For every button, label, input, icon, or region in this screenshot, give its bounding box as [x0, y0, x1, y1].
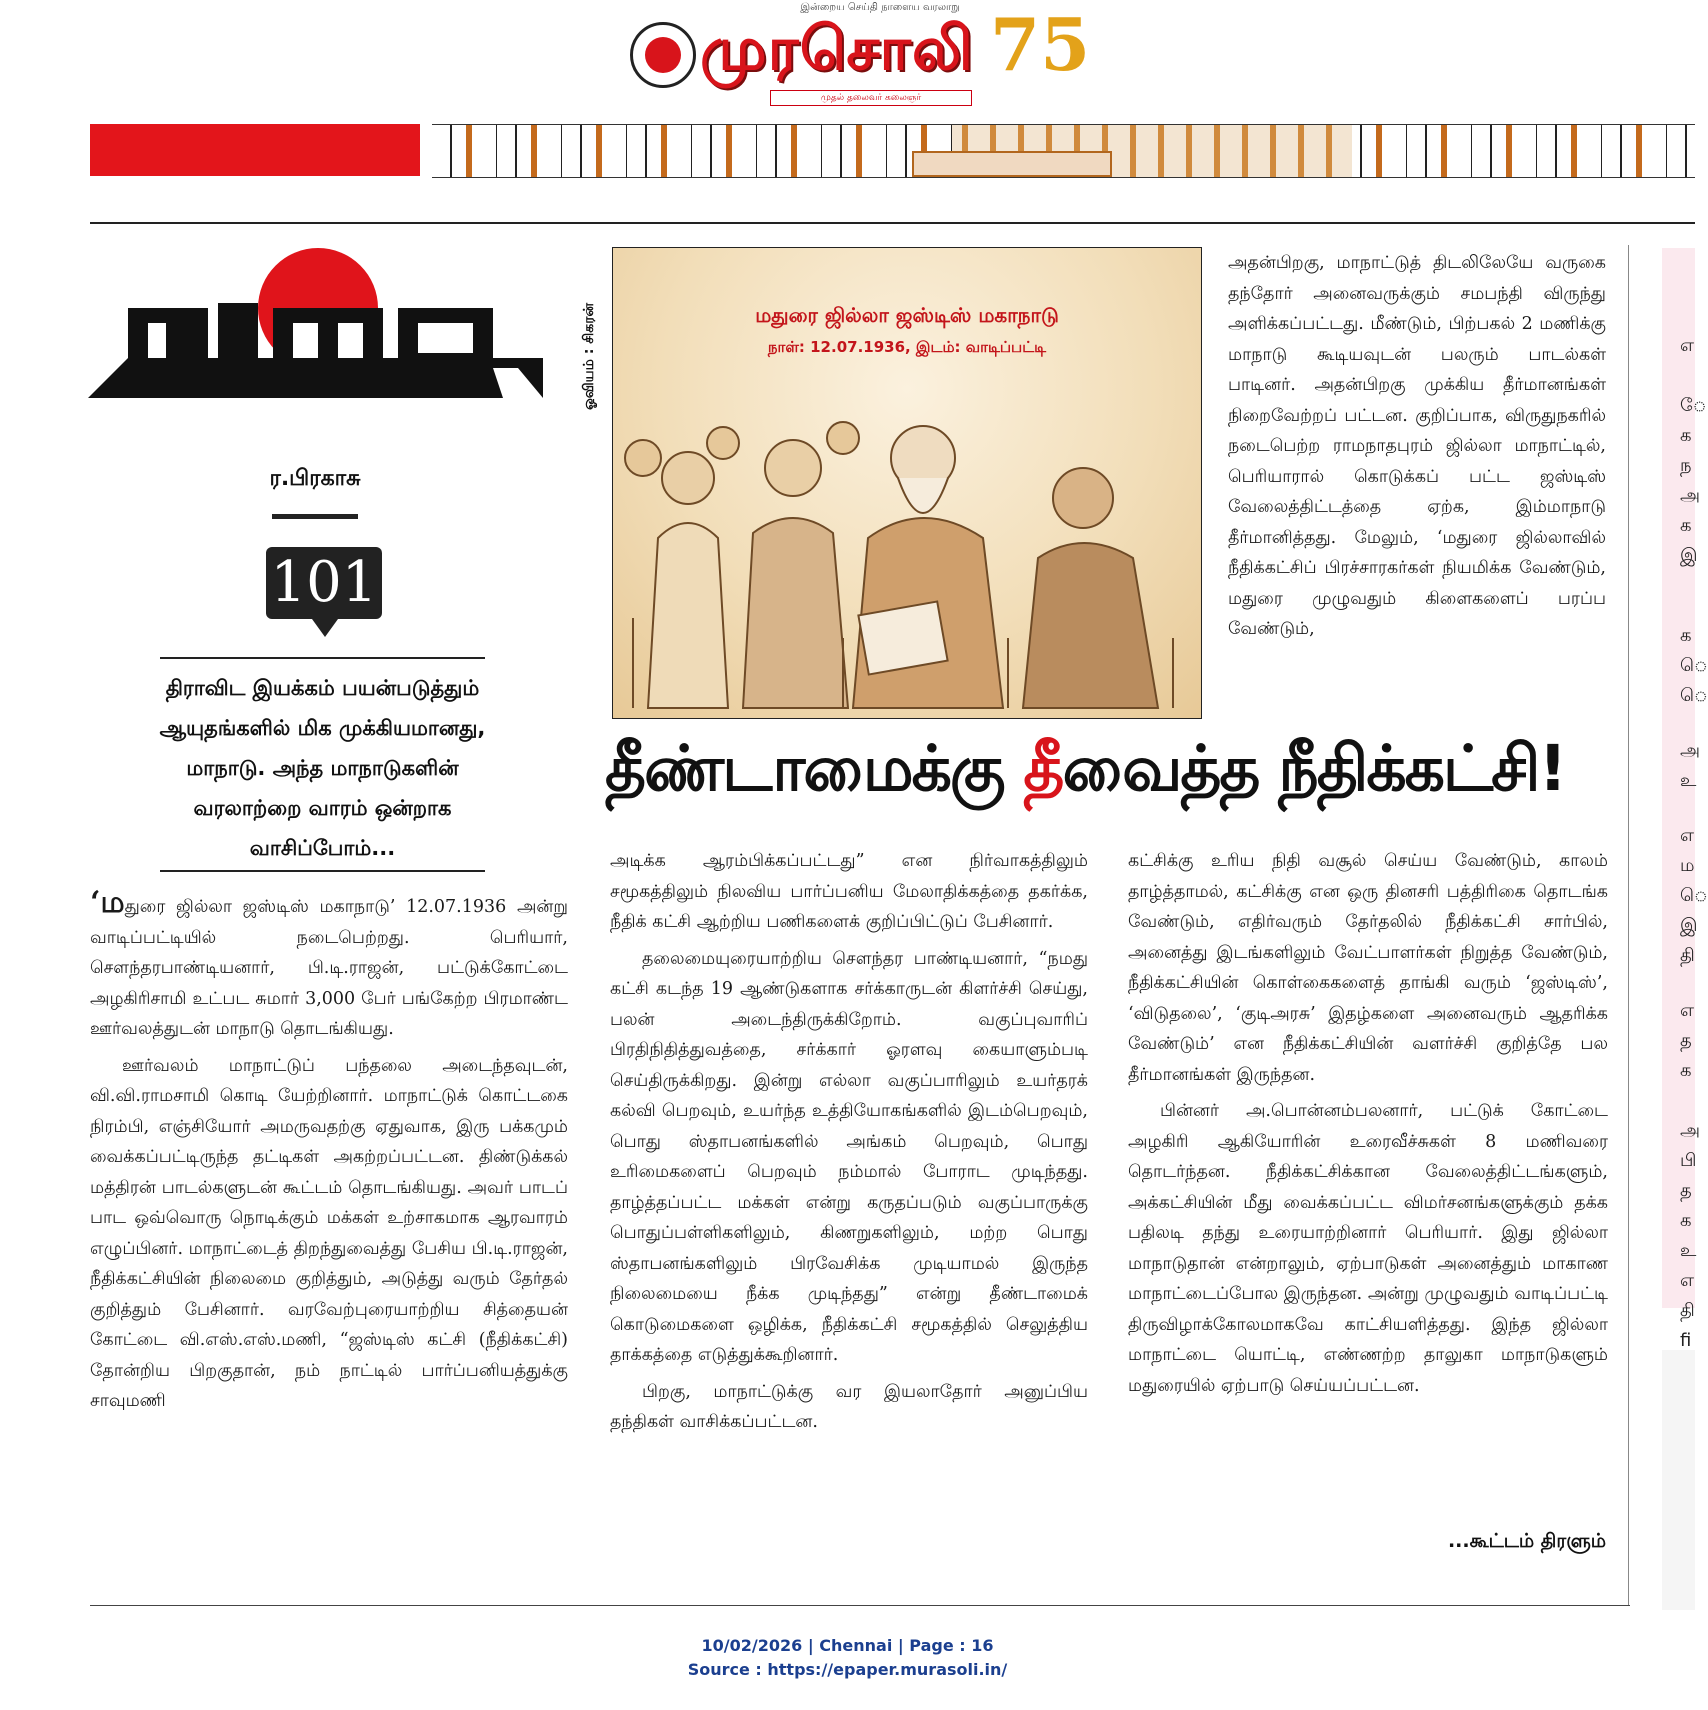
- adjacent-char: க: [1680, 1060, 1692, 1081]
- headline: [605, 732, 1615, 814]
- continued-marker: ...கூட்டம் திரளும்: [1447, 1530, 1606, 1552]
- adjacent-char: க: [1680, 515, 1692, 536]
- illustration-credit: ஓவியம் : சிகரன்: [581, 302, 597, 410]
- adjacent-char: அ: [1680, 485, 1701, 506]
- adjacent-char: உ: [1680, 770, 1697, 791]
- feature-logo-text: [88, 288, 543, 398]
- adjacent-char: க: [1680, 425, 1692, 446]
- adjacent-char: த: [1680, 1180, 1692, 1201]
- adjacent-char: பி: [1680, 1150, 1697, 1171]
- red-banner-block: [90, 124, 420, 176]
- adjacent-char: அ: [1680, 740, 1701, 761]
- article-paragraph: பின்னர் அ.பொன்னம்பலனார், பட்டுக் கோட்டை அழகிரி ஆகியோரின் உரைவீச்சுகள் 8 மணிவரை தொடர்ந்தன. நீதிக்கட்சிக்கான வேலைத்திட்டங்களும், அக்கட்சியின் மீது வைக்கப்பட்ட விமர்சனங்களுக்கும் தக்க பதிலடி தந்து உரையாற்றினார் பெரியார். இது ஜில்லா மாநாடுதான் என்றாலும், ஏற்பாடுகள் அனைத்தும் மாகாண மாநாட்டைப்போல இருந்தன. அன்று முழுவதும் வாடிப்பட்டி திருவிழாக்கோலமாகவே காட்சியளித்தது. இந்த ஜில்லா மாநாட்டை யொட்டி, எண்ணற்ற தாலுகா மாநாடுகளும் மதுரையில் ஏற்பாடு செய்யப்பட்டன.: [1128, 1101, 1608, 1396]
- article-paragraph: அடிக்க ஆரம்பிக்கப்பட்டது” என நிர்வாகத்திலும் சமூகத்திலும் நிலவிய பார்ப்பனிய மேலாதிக்கத்தை தகர்க்க, நீதிக் கட்சி ஆற்றிய பணிகளைக் குறிப்பிட்டுப் பேசினார்.: [610, 851, 1088, 932]
- article-column-3: [1128, 846, 1608, 1401]
- drop-cap: ‘ம: [90, 885, 125, 920]
- article-paragraph: ஊர்வலம் மாநாட்டுப் பந்தலை அடைந்தவுடன், வி.வி.ராமசாமி கொடி யேற்றினார். மாநாட்டுக் கொட்டகை நிரம்பி, எஞ்சியோர் அமருவதற்கு ஏதுவாக, இரு பக்கமும் வைக்கப்பட்டிருந்த தட்டிகள் அகற்றப்பட்டன. திண்டுக்கல் மத்திரன் பாடல்களுடன் கூட்டம் தொடங்கியது. அவர் பாடப் பாட ஒவ்வொரு நொடிக்கும் மக்கள் உற்சாகமாக ஆரவாரம் எழுப்பினர். மாநாட்டைத் திறந்துவைத்து பேசிய பி.டி.ராஜன், நீதிக்கட்சியின் நிலைமை குறித்தும், அடுத்து வரும் தேர்தல் குறித்தும் பேசினார். வரவேற்புரையாற்றிய சித்தையன் கோட்டை வி.எஸ்.எஸ்.மணி, “ஜஸ்டிஸ் கட்சி (நீதிக்கட்சி) தோன்றிய பிறகுதான், நம் நாட்டில் பார்ப்பனியத்துக்கு சாவுமணி: [90, 1055, 568, 1411]
- footer-edition-info: 10/02/2026 | Chennai | Page : 16: [701, 1636, 994, 1655]
- series-number-badge: 101: [266, 547, 382, 619]
- anniversary-mark: 75: [990, 2, 1091, 87]
- adjacent-char: ெ: [1680, 655, 1708, 676]
- adjacent-article-panel-lower: [1662, 1350, 1695, 1610]
- adjacent-char: ம: [1680, 855, 1695, 876]
- article-column-upper-right: [1228, 248, 1606, 645]
- intro-divider-top: [160, 657, 485, 659]
- article-paragraph: பிறகு, மாநாட்டுக்கு வர இயலாதோர் அனுப்பிய தந்திகள் வாசிக்கப்பட்டன.: [610, 1381, 1088, 1432]
- illustration-figures: [613, 388, 1201, 718]
- adjacent-char: எ: [1680, 1270, 1695, 1291]
- masthead-tagline: இன்றைய செய்தி நாளைய வரலாறு: [800, 2, 960, 13]
- emblem-icon: [630, 22, 696, 88]
- article-column-2: [610, 846, 1088, 1438]
- column-divider: [1628, 245, 1629, 1605]
- adjacent-char: ே: [1680, 395, 1707, 416]
- adjacent-char: fi: [1680, 1330, 1692, 1351]
- illustration-subtitle: நாள்: 12.07.1936, இடம்: வாடிப்பட்டி: [767, 338, 1047, 356]
- adjacent-char: எ: [1680, 825, 1695, 846]
- headline-part-1: தீண்டாமைக்கு: [605, 732, 1024, 805]
- article-paragraph: தலைமையுரையாற்றிய சௌந்தர பாண்டியனார், “நமது கட்சி கடந்த 19 ஆண்டுகளாக சர்க்காருடன் கிளர்ச்சி செய்து, பலன் அடைந்திருக்கிறோம். வகுப்புவாரிப் பிரதிநிதித்துவத்தை, சர்க்கார் ஓரளவு கையாளும்படி செய்திருக்கிறது. இன்று எல்லா வகுப்பாரிலும் உயர்தரக் கல்வி பெறவும், உயர்ந்த உத்தியோகங்களில் இடம்பெறவும், பொது ஸ்தாபனங்களில் அங்கம் பெறவும், பொது உரிமைகளைப் பெறவும் நம்மால் போராட முடிந்தது. தாழ்த்தப்பட்ட மக்கள் என்று கருதப்படும் வகுப்பாருக்கு பொதுப்பள்ளிகளிலும், கிணறுகளிலும், மற்ற பொது ஸ்தாபனங்களிலும் பிரவேசிக்க முடியாமல் இருந்த நிலைமையை நீக்க முடிந்தது” என்று தீண்டாமைக் கொடுமைகளை ஒழிக்க, நீதிக்கட்சி சமூகத்தில் செலுத்திய தாக்கத்தை எடுத்துக்கூறினார்.: [610, 948, 1088, 1365]
- masthead-title: முரசொலி: [700, 14, 974, 84]
- illustration-title: மதுரை ஜில்லா ஜஸ்டிஸ் மகாநாடு: [755, 303, 1059, 327]
- article-paragraph: [90, 885, 568, 1045]
- emblem-center: [645, 37, 681, 73]
- adjacent-char: இ: [1680, 545, 1698, 566]
- top-rule: [90, 222, 1695, 224]
- article-column-1: [90, 885, 568, 1417]
- adjacent-char: க: [1680, 1210, 1692, 1231]
- headline-part-3: வைத்த நீதிக்கட்சி!: [1062, 732, 1566, 805]
- adjacent-char: அ: [1680, 1120, 1701, 1141]
- masthead-subline: முதல் தலைவர் கலைஞர்: [770, 90, 972, 106]
- feature-logo: [88, 248, 543, 398]
- illustration: [612, 247, 1202, 719]
- author-byline: ர.பிரகாசு: [269, 466, 361, 491]
- article-paragraph-text: துரை ஜில்லா ஜஸ்டிஸ் மகாநாடு’ 12.07.1936 அன்று வாடிப்பட்டியில் நடைபெற்றது. பெரியார், சௌந்தரபாண்டியனார், பி.டி.ராஜன், பட்டுக்கோட்டை அழகிரிசாமி உட்பட சுமார் 3,000 பேர் பங்கேற்ற பிரமாண்ட ஊர்வலத்துடன் மாநாடு தொடங்கியது.: [90, 897, 568, 1039]
- banner-artwork: [432, 124, 1695, 178]
- article-paragraph: அதன்பிறகு, மாநாட்டுத் திடலிலேயே வருகை தந்தோர் அனைவருக்கும் சமபந்தி விருந்து அளிக்கப்பட்டது. மீண்டும், பிற்பகல் 2 மணிக்கு மாநாடு கூடியவுடன் பலரும் பாடல்கள் பாடினர். அதன்பிறகு முக்கிய தீர்மானங்கள் நிறைவேற்றப் பட்டன. குறிப்பாக, விருதுநகரில் நடைபெற்ற ராமநாதபுரம் ஜில்லா மாநாட்டில், பெரியாரால் கொடுக்கப் பட்ட ஜஸ்டிஸ் வேலைத்திட்டத்தை ஏற்க, இம்மாநாடு தீர்மானித்தது. மேலும், ‘மதுரை ஜில்லாவில் நீதிக்கட்சிப் பிரச்சாரகர்கள் நியமிக்க வேண்டும், மதுரை முழுவதும் கிளைகளைப் பரப்ப வேண்டும்,: [1228, 253, 1606, 639]
- adjacent-char: க: [1680, 625, 1692, 646]
- adjacent-char: ெ: [1680, 885, 1708, 906]
- byline-divider: [272, 514, 358, 519]
- adjacent-char: த: [1680, 1030, 1692, 1051]
- adjacent-char: தி: [1680, 945, 1695, 966]
- headline-highlight: தீ: [1023, 732, 1063, 805]
- series-intro: திராவிட இயக்கம் பயன்படுத்தும் ஆயுதங்களில் மிக முக்கியமானது, மாநாடு. அந்த மாநாடுகளின் வரலாற்றை வாரம் ஒன்றாக வாசிப்போம்...: [159, 676, 486, 860]
- adjacent-char: ெ: [1680, 685, 1708, 706]
- adjacent-char: ந: [1680, 455, 1692, 476]
- badge-pointer: [312, 619, 338, 637]
- intro-divider-bottom: [160, 870, 485, 872]
- bottom-rule: [90, 1605, 1630, 1606]
- adjacent-char: எ: [1680, 335, 1695, 356]
- footer-source-link[interactable]: Source : https://epaper.murasoli.in/: [687, 1660, 1008, 1679]
- masthead: [620, 0, 1091, 120]
- adjacent-char: தி: [1680, 1300, 1695, 1321]
- banner-artwork-box: [912, 151, 1112, 177]
- adjacent-char: எ: [1680, 1000, 1695, 1021]
- adjacent-char: உ: [1680, 1240, 1697, 1261]
- adjacent-char: இ: [1680, 915, 1698, 936]
- article-paragraph: கட்சிக்கு உரிய நிதி வசூல் செய்ய வேண்டும், காலம் தாழ்த்தாமல், கட்சிக்கு என ஒரு தினசரி பத்திரிகை தொடங்க வேண்டும், எதிர்வரும் தேர்தலில் நீதிக்கட்சி சார்பில், அனைத்து இடங்களிலும் வேட்பாளர்கள் நிறுத்த வேண்டும், நீதிக்கட்சியின் கொள்கைகளைத் தாங்கி வரும் ‘ஜஸ்டிஸ்’, ‘விடுதலை’, ‘குடிஅரசு’ இதழ்களை அனைவரும் ஆதரிக்க வேண்டும்’ என நீதிக்கட்சியின் வளர்ச்சி குறித்தே பல தீர்மானங்கள் இருந்தன.: [1128, 851, 1608, 1085]
